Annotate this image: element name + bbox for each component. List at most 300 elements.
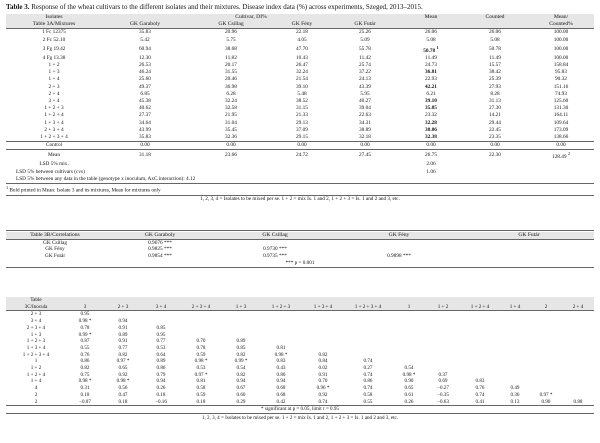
di-cell: 25.60 xyxy=(139,76,151,83)
correlation-cell xyxy=(464,246,594,253)
correlation-cell xyxy=(344,352,392,359)
table-row xyxy=(6,134,594,142)
cultivar-header: GK Fény xyxy=(274,21,330,29)
correlation-cell: 0.94 xyxy=(156,378,166,385)
di-cell: 39.04 xyxy=(359,105,371,112)
mean-cell xyxy=(400,69,462,76)
di-cell: 11.82 xyxy=(225,54,237,61)
t3c-col-header: 1 + 2 + 4 xyxy=(460,304,500,311)
isolate-cell: 1 + 2 + 3 xyxy=(44,105,64,112)
di-cell: 29.15 xyxy=(296,134,308,141)
correlation-cell xyxy=(426,352,460,359)
t3b-col-header: GK Csillag xyxy=(216,232,334,239)
correlation-cell xyxy=(460,318,500,325)
correlation-cell: 0.81 xyxy=(276,344,286,351)
t3b-col-header: GK Futár xyxy=(464,232,594,239)
correlation-cell xyxy=(562,385,594,392)
correlation-cell: 0.56 xyxy=(118,385,128,392)
isolates-note-row xyxy=(6,195,594,203)
mean-cell xyxy=(400,37,462,44)
correlation-cell: −0.27 xyxy=(437,385,449,392)
di-cell: 43.99 xyxy=(139,126,151,133)
caption-text: Response of the wheat cultivars to the different isolates and their mixtures. Disease index data (%) across experiments, Szeged, 2013–2015. xyxy=(31,3,423,11)
correlation-cell: 0.26 xyxy=(404,398,414,405)
counted-cell: 0.00 xyxy=(462,142,528,150)
mean-row-label: Mean xyxy=(6,150,102,161)
mean-cell: 22.30 xyxy=(462,150,528,161)
correlation-cell xyxy=(344,338,392,345)
correlation-cell xyxy=(500,352,530,359)
di-cell: 22.18 xyxy=(296,29,308,36)
counted-cell: 15.57 xyxy=(489,61,501,68)
isolate-cell: 1 Fc 12375 xyxy=(42,29,66,36)
correlation-cell: 0.92 xyxy=(318,391,328,398)
correlation-cell: −0.07 xyxy=(79,398,91,405)
mean-cell xyxy=(400,142,462,150)
di-cell: 0.00 xyxy=(274,142,330,150)
mean-value: 24.73 xyxy=(425,61,437,68)
correlation-cell xyxy=(392,325,426,332)
lsd-label: LSD 5% between cultivars (cvs) xyxy=(16,168,85,175)
correlation-cell: 0.69 xyxy=(438,378,448,385)
correlation-cell xyxy=(302,332,344,339)
correlation-cell xyxy=(500,338,530,345)
correlation-cell: 0.55 xyxy=(363,398,373,405)
correlation-cell: 0.9676 *** xyxy=(148,239,172,246)
t3c-row-name: 1 + 2 + 3 + 4 xyxy=(22,351,50,358)
correlation-cell: 0.9735 *** xyxy=(263,253,287,260)
t3c-col-header: 1 xyxy=(392,304,426,311)
di-cell: 20.96 xyxy=(225,29,237,36)
correlation-cell: 0.89 xyxy=(156,358,166,365)
table-row xyxy=(6,372,594,379)
correlation-cell xyxy=(460,365,500,372)
correlation-cell: 0.55 xyxy=(80,344,90,351)
table-row xyxy=(6,55,594,62)
correlation-cell: 0.59 xyxy=(196,391,206,398)
correlation-cell xyxy=(142,311,180,318)
correlation-cell: 0.81 xyxy=(196,378,206,385)
di-cell: 25.74 xyxy=(359,61,371,68)
correlation-cell xyxy=(260,338,302,345)
table-row xyxy=(6,69,594,76)
table-3c xyxy=(6,297,594,423)
counted-cell: 50.78 xyxy=(489,45,501,52)
table-row xyxy=(6,392,594,399)
di-cell: 32.24 xyxy=(225,98,237,104)
correlation-cell xyxy=(222,318,260,325)
correlation-cell: 0.18 xyxy=(118,398,128,405)
di-cell: 31.15 xyxy=(296,105,308,112)
counted-pct-cell: 74.93 xyxy=(555,90,567,97)
mean-cell: 31.18 xyxy=(102,150,188,161)
mean-cell xyxy=(400,76,462,83)
correlation-cell xyxy=(460,325,500,332)
t3c-sig-row xyxy=(6,406,594,414)
correlation-cell xyxy=(392,338,426,345)
di-cell: 25.26 xyxy=(359,29,371,36)
correlation-cell: 0.42 xyxy=(276,398,286,405)
counted-pct-cell: 151.16 xyxy=(553,83,569,90)
correlation-cell xyxy=(460,311,500,318)
isolate-cell: 1 + 2 xyxy=(48,61,60,68)
t3c-isolates-row xyxy=(6,413,594,423)
correlation-cell xyxy=(460,358,500,365)
counted-cell: 31.13 xyxy=(489,98,501,104)
t3c-header-2 xyxy=(6,304,594,311)
mean-value: 36.81 xyxy=(425,69,437,76)
correlation-cell: 0.94 xyxy=(276,378,286,385)
di-cell: 60.94 xyxy=(139,45,151,52)
correlation-cell: 0.65 xyxy=(404,385,414,392)
table-row xyxy=(6,44,594,55)
correlation-cell: 0.94 xyxy=(118,318,128,325)
correlation-cell xyxy=(260,332,302,339)
t3c-title: 3C/Inocula xyxy=(6,304,66,311)
table-row xyxy=(6,365,594,372)
correlation-cell: 0.80 xyxy=(276,371,286,378)
correlation-cell: −0.16 xyxy=(155,398,167,405)
correlation-cell xyxy=(216,239,334,246)
di-cell: 40.62 xyxy=(139,105,151,112)
di-cell: 35.83 xyxy=(139,29,151,36)
correlation-cell: 0.89 xyxy=(118,331,128,338)
di-cell: 20.46 xyxy=(225,76,237,83)
counted-pct-cell: 0.00 xyxy=(528,142,594,150)
correlation-cell xyxy=(392,345,426,352)
correlation-cell xyxy=(562,372,594,379)
correlation-cell: 0.85 xyxy=(236,344,246,351)
table-row xyxy=(6,325,594,332)
isolate-cell: 1 + 3 xyxy=(48,69,60,76)
di-cell: 38.89 xyxy=(359,126,371,133)
correlation-cell: 0.84 xyxy=(318,358,328,365)
t3c-row-name: 2 + 3 xyxy=(30,311,42,318)
mean-cell xyxy=(400,127,462,134)
di-cell: 20.17 xyxy=(225,61,237,68)
isolate-cell: 1 + 4 xyxy=(48,76,60,83)
correlation-cell xyxy=(392,311,426,318)
correlation-cell: 0.70 xyxy=(318,378,328,385)
correlation-cell xyxy=(222,311,260,318)
correlation-cell: 0.97 * xyxy=(194,371,208,378)
mean-value: 38.86 xyxy=(425,126,437,133)
correlation-cell xyxy=(562,365,594,372)
table-row xyxy=(6,318,594,325)
di-cell: 5.95 xyxy=(360,90,370,97)
correlation-cell xyxy=(460,332,500,339)
correlation-cell: 0.75 xyxy=(80,371,90,378)
counted-cell: 29.44 xyxy=(489,119,501,126)
correlation-cell xyxy=(260,311,302,318)
correlation-cell xyxy=(180,311,222,318)
t3c-col-header: 2 + 3 xyxy=(104,304,142,311)
t3c-header-1 xyxy=(6,297,594,304)
correlation-cell xyxy=(344,318,392,325)
isolate-cell: 2 Fc 52.10 xyxy=(42,36,66,43)
t3b-row-name: GK Futár xyxy=(44,253,66,260)
correlation-cell: −0.35 xyxy=(437,391,449,398)
isolate-cell: 2 + 3 + 4 xyxy=(44,126,64,133)
di-cell: 5.75 xyxy=(226,36,236,43)
di-cell: 40.27 xyxy=(359,98,371,104)
di-cell: 37.09 xyxy=(296,126,308,133)
table-row xyxy=(6,98,594,105)
correlation-cell: 0.29 xyxy=(236,398,246,405)
t3c-col-header: 1 + 3 xyxy=(222,304,260,311)
table-3b xyxy=(6,232,594,268)
counted-cell: 11.49 xyxy=(489,54,501,61)
correlation-cell: 0.83 xyxy=(475,378,485,385)
correlation-cell: 0.82 xyxy=(118,351,128,358)
table-row xyxy=(6,378,594,385)
di-cell: 22.63 xyxy=(359,112,371,119)
mean-cell xyxy=(400,105,462,112)
correlation-cell: 0.9898 *** xyxy=(387,253,411,260)
correlation-cell: 0.91 xyxy=(118,324,128,331)
t3c-col-header: 1 + 4 xyxy=(500,304,530,311)
di-cell: 5.48 xyxy=(297,90,307,97)
correlation-cell: 0.86 xyxy=(363,378,373,385)
correlation-cell xyxy=(426,345,460,352)
correlation-cell xyxy=(344,332,392,339)
table-row xyxy=(6,345,594,352)
t3c-sig-note: * significant at p = 0.05, limit r = 0.95 xyxy=(6,406,594,414)
di-cell: 38.68 xyxy=(225,45,237,52)
correlation-cell xyxy=(530,385,562,392)
t3b-col-header: GK Garaboly xyxy=(104,232,216,239)
correlation-cell: 0.97 * xyxy=(539,391,553,398)
header-row-2 xyxy=(6,21,594,29)
correlation-cell xyxy=(500,345,530,352)
t3c-row-name: 3 + 4 xyxy=(30,318,42,325)
correlation-cell: 0.91 xyxy=(318,371,328,378)
di-cell: 37.22 xyxy=(359,69,371,76)
correlation-cell: 0.79 xyxy=(156,371,166,378)
correlation-cell xyxy=(426,332,460,339)
correlation-cell xyxy=(500,311,530,318)
counted-cell: 38.42 xyxy=(489,69,501,76)
correlation-cell: 0.78 xyxy=(80,324,90,331)
mean-cell: 24.72 xyxy=(274,150,330,161)
correlation-cell xyxy=(530,378,562,385)
t3c-col-header: 3 xyxy=(66,304,104,311)
correlation-cell xyxy=(500,358,530,365)
mean-header: Mean xyxy=(400,14,462,21)
correlation-cell xyxy=(464,239,594,246)
counted-pct-cell: 138.66 xyxy=(553,134,569,141)
counted-pct-cell: 131.30 xyxy=(553,105,569,112)
t3c-row-name: 1 + 4 xyxy=(30,378,42,385)
correlation-cell: 0.92 xyxy=(118,371,128,378)
correlation-cell xyxy=(142,318,180,325)
di-cell: 46.24 xyxy=(139,69,151,76)
correlation-cell: 0.43 xyxy=(276,365,286,372)
correlation-cell xyxy=(530,318,562,325)
correlation-cell: 0.97 * xyxy=(116,358,130,365)
correlation-cell: 0.95 xyxy=(80,311,90,318)
correlation-cell: 0.54 xyxy=(404,365,414,372)
table-row xyxy=(6,239,594,246)
di-cell: 31.55 xyxy=(225,69,237,76)
correlation-cell: 0.76 xyxy=(475,385,485,392)
correlation-cell: 0.87 xyxy=(80,338,90,345)
counted-pct-header: Counted% xyxy=(528,21,594,29)
correlation-cell xyxy=(180,318,222,325)
mean-value: 50.78 xyxy=(423,47,436,54)
di-cell: 31.04 xyxy=(225,119,237,126)
correlation-cell: 0.76 xyxy=(80,351,90,358)
t3c-col-header: 2 + 4 xyxy=(562,304,594,311)
counted-cell: 23.35 xyxy=(489,134,501,141)
correlation-cell: 0.13 xyxy=(510,398,520,405)
di-cell: 34.31 xyxy=(359,119,371,126)
di-cell: 11.42 xyxy=(359,54,371,61)
correlation-cell: 0.70 xyxy=(196,338,206,345)
correlation-cell: 0.74 xyxy=(363,371,373,378)
correlation-cell: 0.9854 *** xyxy=(148,253,172,260)
correlation-cell xyxy=(222,332,260,339)
caption-label: Table 3. xyxy=(6,3,30,11)
counted-pct-cell: 158.84 xyxy=(553,61,569,68)
mean-cell: 23.66 xyxy=(188,150,274,161)
correlation-cell: 0.64 xyxy=(156,351,166,358)
table-row xyxy=(6,385,594,392)
correlation-cell: 0.96 * xyxy=(316,385,330,392)
mean-value: 35.85 xyxy=(425,105,437,112)
correlation-cell: 0.88 xyxy=(573,398,583,405)
di-cell: 12.30 xyxy=(139,54,151,61)
t3c-col-header: 3 + 4 xyxy=(142,304,180,311)
table-3a xyxy=(6,14,594,203)
correlation-cell: 0.98 * xyxy=(194,358,208,365)
t3c-row-name: 2 + 3 + 4 xyxy=(26,324,46,331)
correlation-cell: 0.90 xyxy=(541,398,551,405)
correlation-cell: 0.61 xyxy=(404,391,414,398)
t3c-title: Table xyxy=(6,297,66,304)
correlation-cell xyxy=(344,345,392,352)
mean-counted-header: Mean/ xyxy=(528,14,594,21)
correlation-cell: 0.82 xyxy=(236,371,246,378)
correlation-cell xyxy=(104,311,142,318)
correlation-cell xyxy=(530,338,562,345)
correlation-cell xyxy=(260,318,302,325)
di-cell: 26.47 xyxy=(296,61,308,68)
correlation-cell xyxy=(334,246,464,253)
correlation-cell: 0.82 xyxy=(318,351,328,358)
correlation-cell: 0.78 xyxy=(196,344,206,351)
lsd-row xyxy=(6,176,594,184)
correlation-cell xyxy=(302,345,344,352)
di-cell: 32.58 xyxy=(225,105,237,112)
correlation-cell xyxy=(562,318,594,325)
correlation-cell xyxy=(530,311,562,318)
mean-cell xyxy=(400,112,462,119)
mean-cell xyxy=(400,120,462,127)
mixtures-header: Table 3A/Mixtures xyxy=(6,21,102,29)
correlation-cell xyxy=(500,318,530,325)
correlation-cell: 0.74 xyxy=(363,358,373,365)
header-row-1 xyxy=(6,14,594,21)
correlation-cell: 0.98 * xyxy=(78,378,92,385)
di-cell: 10.43 xyxy=(296,54,308,61)
isolate-cell: 4 Fg 13.38 xyxy=(42,54,66,61)
correlation-cell: 0.18 xyxy=(156,391,166,398)
correlation-cell xyxy=(334,239,464,246)
correlation-cell: 0.26 xyxy=(156,385,166,392)
divider xyxy=(6,230,594,231)
mean-pct-sup: 2 xyxy=(567,151,571,157)
counted-pct-cell: 164.11 xyxy=(553,112,569,119)
counted-pct-cell: 95.83 xyxy=(555,69,567,76)
t3c-isolates-note: 1, 2, 3, 4 = Isolates to be mixed per se. 1 + 2 = mix Is. 1 and 2, 1 + 2 + 3 = Is. 1 and 2 and 3, etc. xyxy=(6,413,594,423)
counted-pct-cell: 100.00 xyxy=(553,36,569,43)
cultivar-header: GK Futár xyxy=(330,21,400,29)
table-row xyxy=(6,358,594,365)
di-cell: 36.98 xyxy=(225,83,237,90)
mean-cell xyxy=(400,98,462,105)
table-row xyxy=(6,352,594,359)
di-cell: 45.38 xyxy=(139,98,151,104)
correlation-cell xyxy=(460,352,500,359)
t3c-row-name: 1 + 3 + 4 xyxy=(26,344,46,351)
di-cell: 49.37 xyxy=(139,83,151,90)
di-cell: 0.00 xyxy=(188,142,274,150)
t3b-row-name: GK Fény xyxy=(45,246,65,253)
t3c-col-header: 1 + 2 + 3 + 4 xyxy=(344,304,392,311)
t3b-pnote-row xyxy=(6,260,594,267)
mean-value: 39.10 xyxy=(425,98,437,104)
correlation-cell xyxy=(530,345,562,352)
cultivar-header: GK Garaboly xyxy=(102,21,188,29)
t3c-row-name: 2 xyxy=(34,398,38,405)
correlation-cell xyxy=(562,345,594,352)
isolates-note: 1, 2, 3, 4 = Isolates to be mixed per se. 1 + 2 = mix Is. 1 and 2, 1 + 2 + 3 = Is. 1 and 2 and 3, etc. xyxy=(200,195,400,202)
di-cell: 21.54 xyxy=(296,76,308,83)
correlation-cell: 0.65 xyxy=(118,365,128,372)
correlation-cell: 0.47 xyxy=(118,391,128,398)
correlation-cell: 0.37 xyxy=(438,371,448,378)
t3c-row-name: 1 + 2 + 3 xyxy=(26,338,46,345)
isolate-cell: 1 + 2 + 4 xyxy=(44,112,64,119)
correlation-cell xyxy=(500,325,530,332)
table-row xyxy=(6,246,594,253)
t3c-row-name: 1 + 3 xyxy=(30,331,42,338)
lsd-row xyxy=(6,161,594,168)
di-cell: 24.13 xyxy=(359,76,371,83)
di-cell: 6.85 xyxy=(140,90,150,97)
correlation-cell xyxy=(344,311,392,318)
correlation-cell xyxy=(180,332,222,339)
counted-pct-cell: 100.00 xyxy=(553,54,569,61)
table-row xyxy=(6,311,594,318)
correlation-cell xyxy=(530,372,562,379)
correlation-cell: 0.77 xyxy=(118,344,128,351)
isolate-cell: Control xyxy=(6,142,102,150)
correlation-cell xyxy=(426,311,460,318)
mean-pct-value: 128.49 xyxy=(551,154,567,161)
correlation-cell: 0.53 xyxy=(196,365,206,372)
correlation-cell xyxy=(500,372,530,379)
di-cell: 32.18 xyxy=(359,134,371,141)
correlation-cell xyxy=(302,318,344,325)
correlation-cell xyxy=(562,338,594,345)
lsd-any-note: LSD 5% between any data in the table (genotype x inoculum, AxC interaction): 4.12 xyxy=(6,176,594,184)
correlation-cell xyxy=(562,392,594,399)
mean-value: 23.32 xyxy=(425,112,437,119)
mean-value: 11.49 xyxy=(425,54,437,61)
table-row xyxy=(6,399,594,406)
